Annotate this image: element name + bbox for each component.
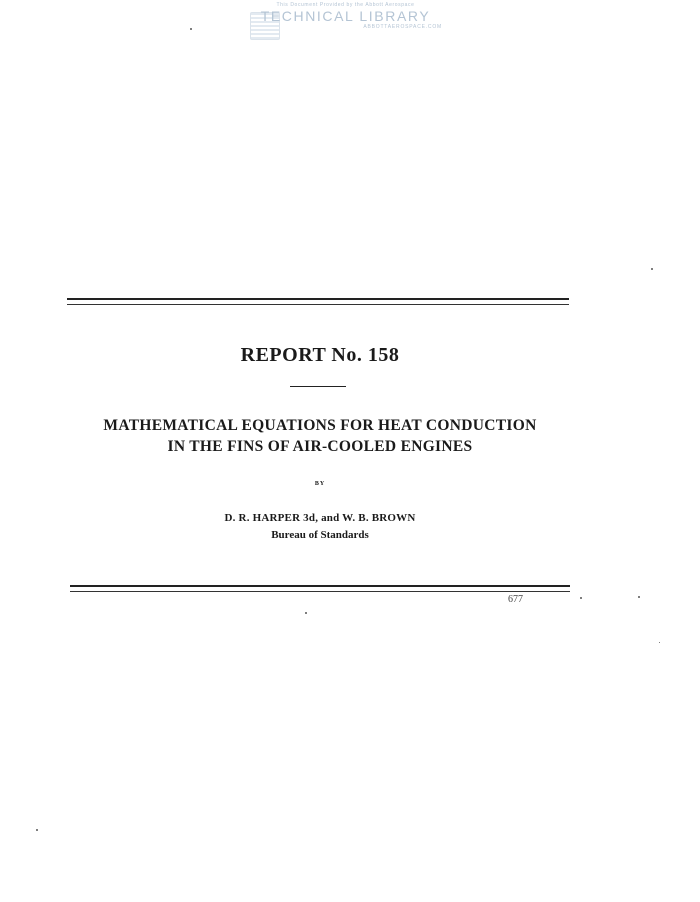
watermark-provider-text: This Document Provided by the Abbott Aerospace bbox=[276, 2, 415, 8]
scan-speck bbox=[651, 268, 653, 270]
affiliation: Bureau of Standards bbox=[271, 529, 369, 541]
top-rule-lower bbox=[67, 304, 569, 305]
bottom-rule-lower bbox=[70, 591, 570, 592]
report-subtitle bbox=[0, 415, 640, 457]
subtitle-line-2: IN THE FINS OF AIR-COOLED ENGINES bbox=[167, 438, 473, 455]
scan-speck bbox=[190, 28, 192, 30]
title-divider bbox=[290, 386, 346, 387]
authors: D. R. HARPER 3d, and W. B. BROWN bbox=[224, 512, 416, 524]
scan-speck bbox=[305, 612, 307, 614]
top-rule-upper bbox=[67, 298, 569, 300]
watermark-url-text: ABBOTTAEROSPACE.COM bbox=[363, 24, 442, 30]
by-label: BY bbox=[314, 481, 326, 487]
watermark bbox=[243, 2, 448, 30]
report-title: REPORT No. 158 bbox=[240, 344, 400, 366]
scan-speck bbox=[36, 829, 38, 831]
scan-speck bbox=[659, 642, 660, 643]
scan-speck bbox=[580, 597, 582, 599]
subtitle-line-1: MATHEMATICAL EQUATIONS FOR HEAT CONDUCTION bbox=[103, 417, 537, 434]
watermark-library-text: TECHNICAL LIBRARY bbox=[260, 8, 431, 24]
bottom-rule-upper bbox=[70, 585, 570, 587]
page-number: 677 bbox=[508, 594, 523, 605]
scan-speck bbox=[638, 596, 640, 598]
